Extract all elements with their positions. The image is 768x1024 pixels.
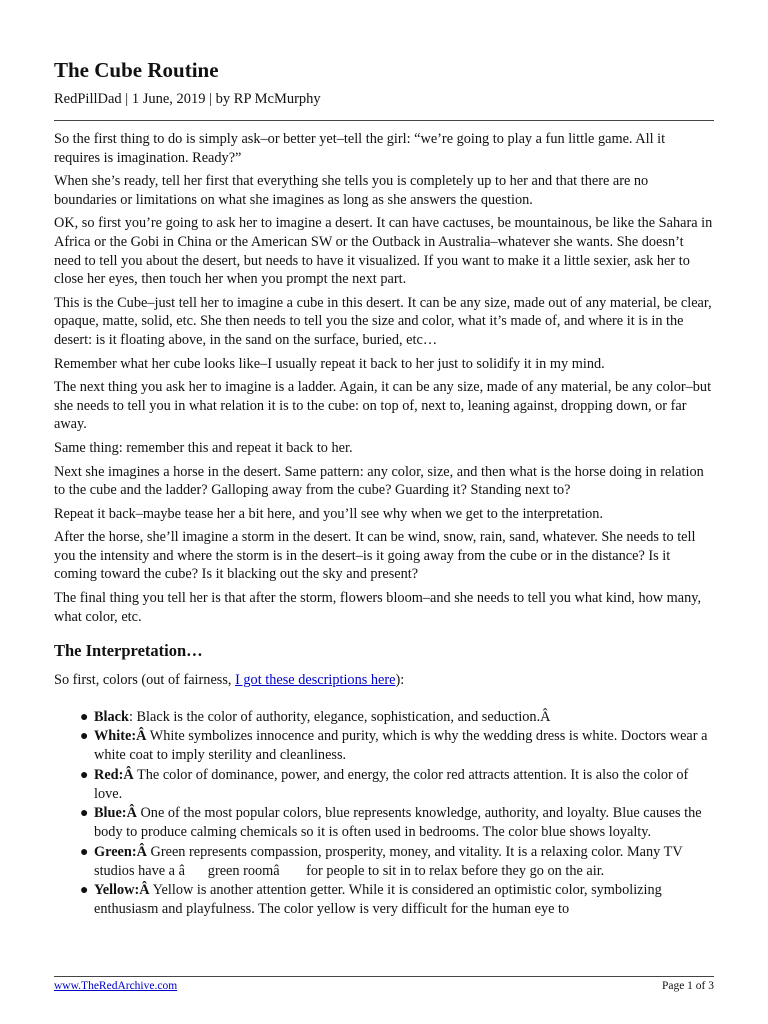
paragraph: So the first thing to do is simply ask–or better yet–tell the girl: “we’re going to play a fun little game. All it requires is imagination. Ready?” (54, 131, 666, 166)
header-divider (54, 120, 714, 121)
paragraph: Repeat it back–maybe tease her a bit here, and you’ll see why when we get to the interpretation. (54, 505, 604, 522)
paragraph: This is the Cube–just tell her to imagine a cube in this desert. It can be any size, made out of any material, be clear, opaque, matte, solid, etc. She then needs to tell you the size and color, what it’s made of, and where it is in the desert: is it floating above, in the sand on the surface, buried, etc… (54, 294, 712, 348)
color-description: Green represents compassion, prosperity, money, and vitality. It is a relaxing color. Many TV studios have a âgreen roomâ for people to sit in to relax before they go on the air. (94, 843, 683, 879)
color-term: Blue:Â (94, 805, 137, 822)
document-page (54, 58, 714, 920)
descriptions-source-link[interactable]: I got these descriptions here (235, 672, 396, 689)
paragraph: The final thing you tell her is that after the storm, flowers bloom–and she needs to tell you what kind, how many, what color, etc. (54, 590, 702, 625)
bullet-icon: ● (80, 844, 89, 860)
bullet-icon: ● (80, 767, 89, 783)
color-term: Black (94, 708, 129, 725)
color-term: Green:Â (94, 843, 147, 860)
list-item (80, 727, 714, 765)
interpretation-heading: The Interpretation… (54, 641, 203, 661)
color-list (54, 708, 714, 920)
paragraph: Remember what her cube looks like–I usually repeat it back to her just to solidify it in my mind. (54, 355, 605, 372)
intro-text-after: ): (395, 672, 405, 689)
list-item (80, 843, 714, 881)
color-term: Yellow:Â (94, 882, 150, 899)
color-term: Red:Â (94, 766, 134, 783)
colors-intro (54, 671, 714, 690)
bullet-icon: ● (80, 883, 89, 899)
bullet-icon: ● (80, 709, 89, 725)
article-meta: RedPillDad | 1 June, 2019 | by RP McMurphy (54, 91, 321, 107)
list-item (80, 804, 714, 842)
paragraph: Next she imagines a horse in the desert. Same pattern: any color, size, and then what is the horse doing in relation to the cube and the ladder? Galloping away from the cube? Guarding it? Standing next to? (54, 463, 704, 499)
article-body (54, 130, 714, 626)
color-description: White symbolizes innocence and purity, which is why the wedding dress is white. Doctors wear a white coat to imply sterility and cleanliness. (94, 728, 708, 764)
color-description: The color of dominance, power, and energy, the color red attracts attention. It is also the color of love. (94, 766, 689, 802)
footer-divider (54, 976, 714, 977)
color-description: One of the most popular colors, blue represents knowledge, authority, and loyalty. Blue causes the body to produce calming chemicals so it is often used in bedrooms. The color blue shows loyalty. (94, 805, 702, 841)
bullet-icon: ● (80, 806, 89, 822)
paragraph: The next thing you ask her to imagine is a ladder. Again, it can be any size, made of any material, be any color–but she needs to tell you in what relation it is to the cube: on top of, next to, leaning against, dropping down, or far away. (54, 379, 712, 433)
list-item (80, 708, 714, 727)
paragraph: Same thing: remember this and repeat it back to her. (54, 439, 353, 456)
paragraph: When she’s ready, tell her first that everything she tells you is completely up to her and that there are no boundaries or limitations on what she imagines as long as she answers the question. (54, 173, 649, 208)
bullet-icon: ● (80, 729, 89, 745)
footer-site-link[interactable]: www.TheRedArchive.com (54, 980, 178, 992)
color-description: Yellow is another attention getter. While it is considered an optimistic color, symbolizing enthusiasm and playfulness. The color yellow is very difficult for the human eye to (94, 882, 662, 918)
article-title: The Cube Routine (54, 58, 219, 82)
page-number: Page 1 of 3 (661, 980, 714, 992)
list-item (80, 766, 714, 804)
list-item (80, 881, 714, 919)
color-description: : Black is the color of authority, elegance, sophistication, and seduction.Â (128, 708, 551, 725)
color-term: White:Â (94, 728, 147, 745)
intro-text-before: So first, colors (out of fairness, (54, 672, 236, 689)
paragraph: After the horse, she’ll imagine a storm in the desert. It can be wind, snow, rain, sand, whatever. She needs to tell you the intensity and where the storm is in the desert–is it going away from the cube or in the distance? Is it coming toward the cube? Is it blacking out the sky and present? (54, 529, 696, 583)
paragraph: OK, so first you’re going to ask her to imagine a desert. It can have cactuses, be mountainous, be like the Sahara in Africa or the Gobi in China or the American SW or the Outback in Australia–whatever she wants. She doesn’t need to tell you about the desert, but needs to have it visualized. If you want to make it a little sexier, ask her to close her eyes, then touch her when you prompt the next part. (54, 215, 713, 288)
